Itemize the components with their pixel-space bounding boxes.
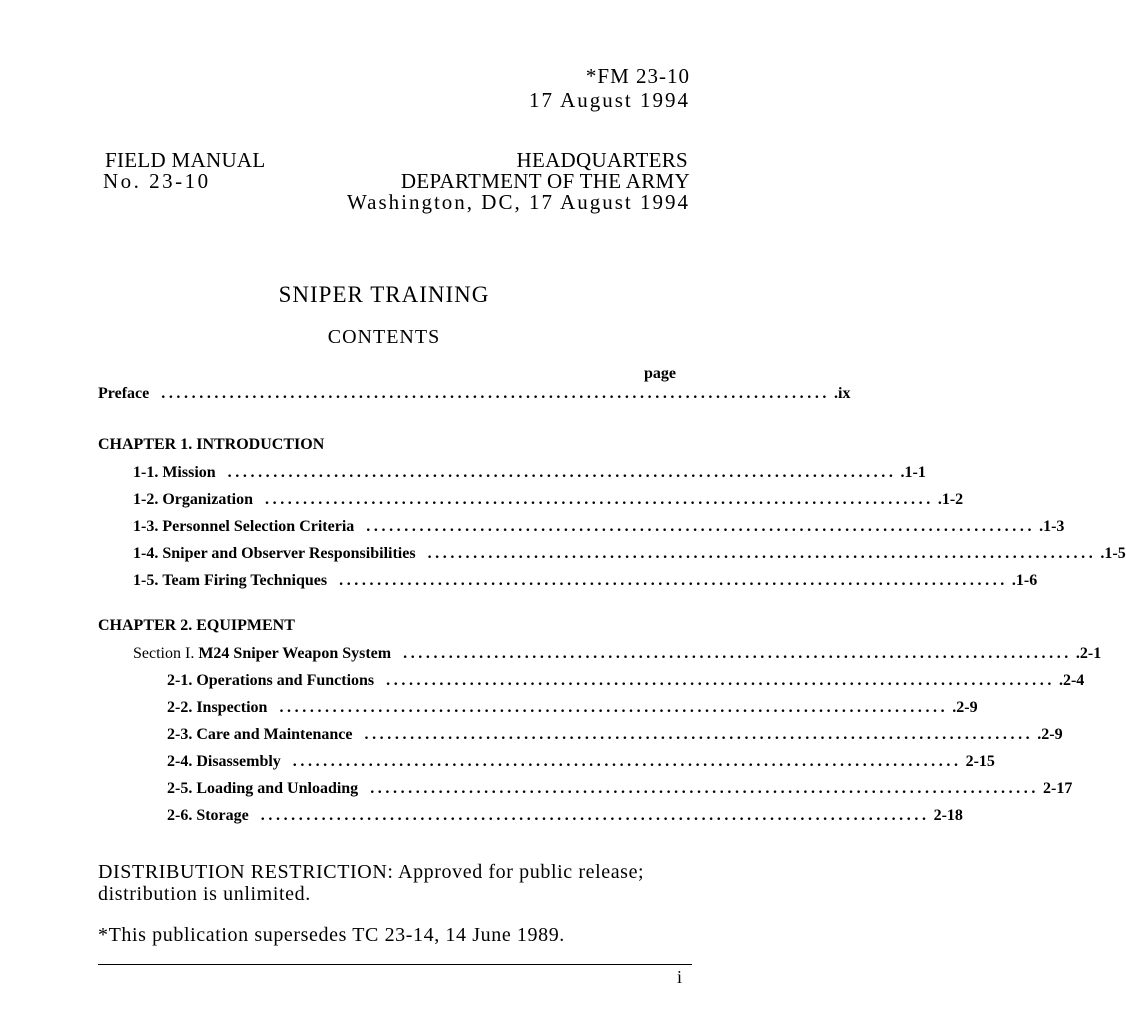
toc-entry-page: .1-2 <box>937 491 964 508</box>
toc-entry[interactable] <box>167 699 978 716</box>
toc-entry[interactable] <box>167 780 1073 797</box>
department-label: DEPARTMENT OF THE ARMY <box>400 169 690 193</box>
toc-entry[interactable] <box>133 545 1126 562</box>
toc-section-entry[interactable] <box>133 645 1102 662</box>
toc-entry-number: 2-1. <box>167 672 193 689</box>
toc-dot-leader: ........................................................................................ <box>265 491 934 508</box>
contents-heading: CONTENTS <box>327 326 441 348</box>
toc-entry-title: Loading and Unloading <box>196 780 359 797</box>
toc-entry-preface[interactable] <box>98 385 851 402</box>
toc-entry-title: Operations and Functions <box>196 672 375 689</box>
toc-entry-page: .2-1 <box>1075 645 1102 662</box>
fm-code: *FM 23-10 <box>585 64 690 88</box>
toc-entry-page: .2-9 <box>1037 726 1063 743</box>
supersedes-note: *This publication supersedes TC 23-14, 14 June 1989. <box>98 924 565 946</box>
toc-entry-title: Organization <box>162 491 253 508</box>
toc-entry-page: .1-3 <box>1039 518 1065 535</box>
toc-dot-leader: ........................................................................................ <box>386 672 1055 689</box>
toc-entry-number: 2-6. <box>167 807 193 824</box>
toc-entry-page: 2-17 <box>1043 780 1073 797</box>
toc-entry-page: .2-4 <box>1058 672 1085 689</box>
toc-entry[interactable] <box>167 672 1085 689</box>
toc-dot-leader: ........................................................................................ <box>427 545 1097 562</box>
toc-dot-leader: ........................................................................................ <box>366 518 1036 535</box>
toc-dot-leader: ........................................................................................ <box>279 699 949 716</box>
toc-entry-number: 1-4. <box>133 545 159 562</box>
toc-entry-title: Disassembly <box>196 753 281 770</box>
toc-entry[interactable] <box>133 491 964 508</box>
toc-entry-title: Personnel Selection Criteria <box>162 518 355 535</box>
toc-section-label: Section I. <box>133 645 195 662</box>
toc-entry-title: Preface <box>98 385 150 402</box>
chapter-1-heading[interactable]: CHAPTER 1. INTRODUCTION <box>98 436 325 453</box>
toc-entry-number: 1-2. <box>133 491 159 508</box>
document-title: SNIPER TRAINING <box>278 282 490 307</box>
publication-date: 17 August 1994 <box>528 88 690 112</box>
footer-rule <box>98 964 692 965</box>
distribution-restriction: DISTRIBUTION RESTRICTION: Approved for public release; distribution is unlimited. <box>98 861 645 905</box>
toc-dot-leader: ........................................................................................ <box>403 645 1072 662</box>
chapter-2-heading[interactable]: CHAPTER 2. EQUIPMENT <box>98 617 295 634</box>
toc-dot-leader: ........................................................................................ <box>370 780 1039 797</box>
toc-entry-number: 2-5. <box>167 780 193 797</box>
toc-entry[interactable] <box>133 572 1038 589</box>
toc-entry-number: 2-4. <box>167 753 193 770</box>
headquarters-label: HEADQUARTERS <box>516 148 688 172</box>
toc-dot-leader: ........................................................................................ <box>227 464 897 481</box>
toc-page-column-label: page <box>644 365 676 382</box>
toc-entry-title: Team Firing Techniques <box>162 572 328 589</box>
toc-dot-leader: ........................................................................................ <box>292 753 962 770</box>
toc-entry-title: Storage <box>196 807 249 824</box>
toc-entry[interactable] <box>133 518 1065 535</box>
toc-entry-title: Inspection <box>196 699 268 716</box>
toc-entry[interactable] <box>167 807 963 824</box>
toc-entry-page: .ix <box>834 385 851 402</box>
field-manual-number: No. 23-10 <box>103 169 211 193</box>
toc-entry-number: 2-3. <box>167 726 193 743</box>
toc-dot-leader: ........................................................................................ <box>339 572 1008 589</box>
toc-entry-page: .2-9 <box>952 699 978 716</box>
toc-entry[interactable] <box>133 464 926 481</box>
toc-dot-leader: ........................................................................................ <box>364 726 1034 743</box>
toc-section-title: M24 Sniper Weapon System <box>198 645 392 662</box>
toc-entry[interactable] <box>167 753 995 770</box>
toc-entry[interactable] <box>167 726 1063 743</box>
field-manual-label: FIELD MANUAL <box>105 148 266 172</box>
toc-entry-page: 2-15 <box>965 753 995 770</box>
page-number: i <box>676 967 682 987</box>
toc-entry-title: Sniper and Observer Responsibilities <box>162 545 416 562</box>
toc-entry-page: .1-1 <box>900 464 926 481</box>
toc-entry-page: 2-18 <box>933 807 963 824</box>
toc-entry-page: .1-5 <box>1100 545 1126 562</box>
toc-entry-number: 2-2. <box>167 699 193 716</box>
toc-entry-number: 1-3. <box>133 518 159 535</box>
toc-entry-number: 1-5. <box>133 572 159 589</box>
toc-entry-title: Mission <box>162 464 216 481</box>
location-date: Washington, DC, 17 August 1994 <box>347 190 690 214</box>
toc-dot-leader: ........................................................................................ <box>260 807 930 824</box>
toc-dot-leader: ........................................................................................ <box>161 385 831 402</box>
toc-entry-page: .1-6 <box>1011 572 1038 589</box>
toc-entry-number: 1-1. <box>133 464 159 481</box>
toc-entry-title: Care and Maintenance <box>196 726 353 743</box>
